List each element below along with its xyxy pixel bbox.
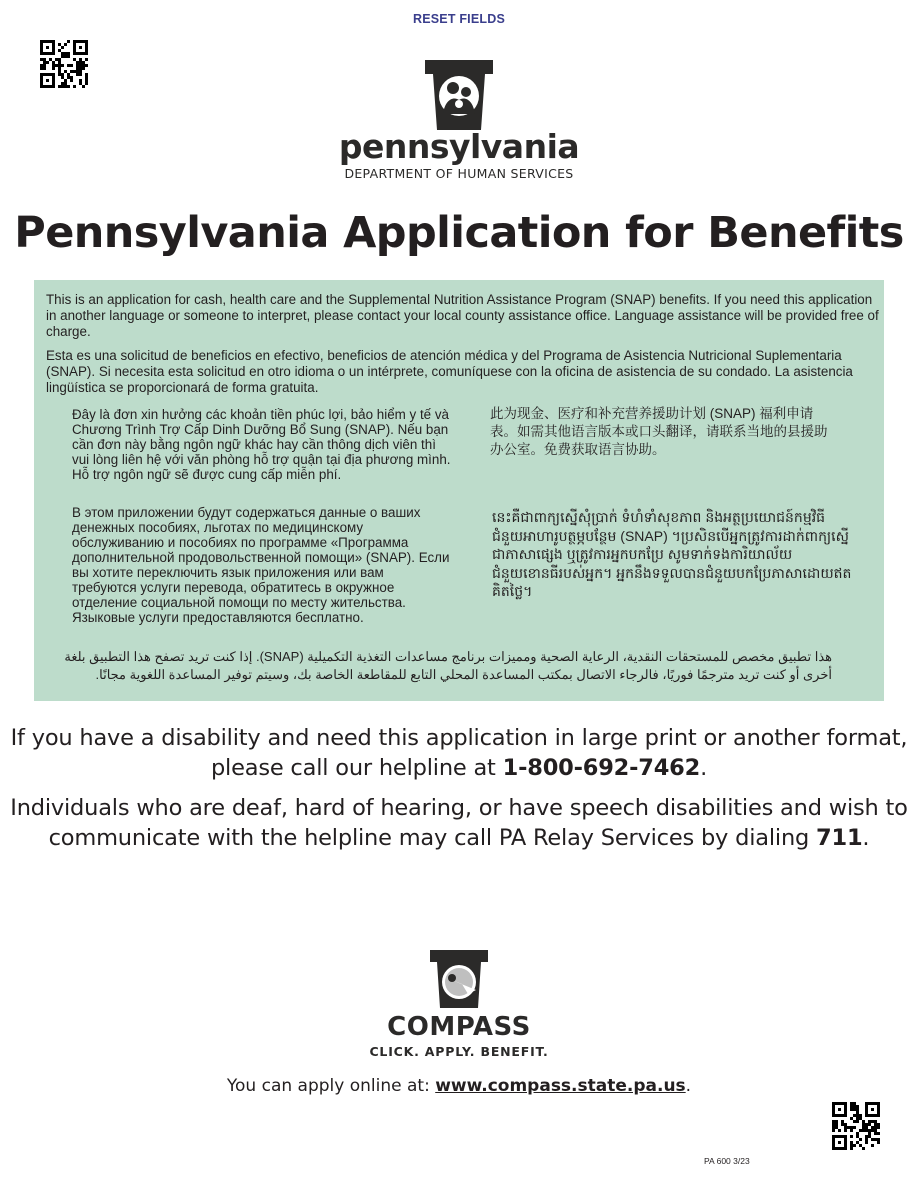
form-number: PA 600 3/23 <box>704 1156 750 1166</box>
relay-services-notice <box>0 794 918 853</box>
spanish-notice: Esta es una solicitud de beneficios en efectivo, beneficios de atención médica y del Programa de Asistencia Nutricional Suplementaria (SNAP). Si necesita esta solicitud en otro idioma o un intérprete, comuníquese con la oficina de asistencia de su condado. La asistencia lingüística se proporcionará de forma gratuita. <box>46 348 853 395</box>
qr-code-bottom <box>832 1102 880 1150</box>
compass-wordmark: COMPASS <box>387 1012 531 1042</box>
disability-helpline-notice <box>0 724 918 783</box>
apply-online-period: . <box>685 1076 692 1096</box>
keystone-compass-icon <box>428 950 490 1008</box>
russian-notice: В этом приложении будут содержаться данные о ваших денежных пособиях, льготах по медицинскому обслуживанию и пособиях по программе «Программа дополнительной продовольственной помощи» (SNAP). Если вы хотите переключить язык приложения или вам требуются услуги перевода, обратитесь в окружное отделение социальной помощи по месту жительства. Языковые услуги предоставляются бесплатно. <box>72 505 450 625</box>
compass-tagline: CLICK. APPLY. BENEFIT. <box>369 1044 549 1059</box>
chinese-notice: 此为现金、医疗和补充营养援助计划 (SNAP) 福利申请表。如需其他语言版本或口头翻译，请联系当地的县援助办公室。免费获取语言协助。 <box>490 406 828 457</box>
arabic-notice: هذا تطبيق مخصص للمستحقات النقدية، الرعاية الصحية ومميزات برنامج مساعدات التغذية التكميلية (SNAP). إذا كنت تريد تصفح هذا التطبيق بلغة أخرى أو كنت تريد مترجمًا فوريًا، فالرجاء الاتصال بمكتب المساعدة المحلي التابع للمقاطعة الخاصة بك، وسيتم توفير المساعدة اللغوية مجانًا. <box>64 649 832 682</box>
compass-website-link[interactable]: www.compass.state.pa.us <box>435 1076 686 1096</box>
page-title: Pennsylvania Application for Benefits <box>14 208 904 258</box>
vietnamese-notice: Đây là đơn xin hưởng các khoản tiền phúc lợi, bảo hiểm y tế và Chương Trình Trợ Cấp Dinh Dưỡng Bổ Sung (SNAP). Nếu bạn cần đơn này bằng ngôn ngữ khác hay cần thông dịch viên thì vui lòng liên hệ với văn phòng hỗ trợ quận tại địa phương mình. Hỗ trợ ngôn ngữ sẽ được cung cấp miễn phí. <box>72 407 451 482</box>
apply-online-text: You can apply online at: <box>226 1076 436 1096</box>
relay-text: Individuals who are deaf, hard of hearing, or have speech disabilities and wish to communicate with the helpline may call PA Relay Services by dialing <box>10 795 908 851</box>
language-assistance-panel <box>34 280 884 701</box>
keystone-family-icon <box>423 60 495 130</box>
reset-fields-button[interactable]: RESET FIELDS <box>413 12 505 26</box>
pennsylvania-wordmark: pennsylvania <box>338 127 580 166</box>
helpline-text: If you have a disability and need this application in large print or another format, please call our helpline at <box>10 725 908 781</box>
department-name: DEPARTMENT OF HUMAN SERVICES <box>344 166 574 181</box>
relay-period: . <box>862 824 870 851</box>
qr-code-top <box>40 40 88 88</box>
english-notice: This is an application for cash, health care and the Supplemental Nutrition Assistance Program (SNAP) benefits. If you need this application in another language or someone to interpret, please contact your local county assistance office. Language assistance will be provided free of charge. <box>46 292 879 339</box>
helpline-period: . <box>700 754 708 781</box>
apply-online-line <box>0 1076 918 1096</box>
helpline-phone: 1-800-692-7462 <box>502 754 701 781</box>
khmer-notice: នេះគឺជាពាក្យស្នើសុំប្រាក់ ទំហំទាំសុខភាព និងអត្ថប្រយោជន៍កម្មវិធីជំនួយអាហារូបត្ថម្ភបន្ថែម (SNAP) ។ប្រសិនបើអ្នកត្រូវការដាក់ពាក្យស្នើជាភាសាផ្សេង ឬត្រូវការអ្នកបកប្រែ សូមទាក់ទងការិយាល័យជំនួយខោនធីរបស់អ្នក។ អ្នកនឹងទទួលបានជំនួយបកប្រែភាសាដោយឥតគិតថ្លៃ។ <box>492 509 852 599</box>
relay-number: 711 <box>816 824 863 851</box>
